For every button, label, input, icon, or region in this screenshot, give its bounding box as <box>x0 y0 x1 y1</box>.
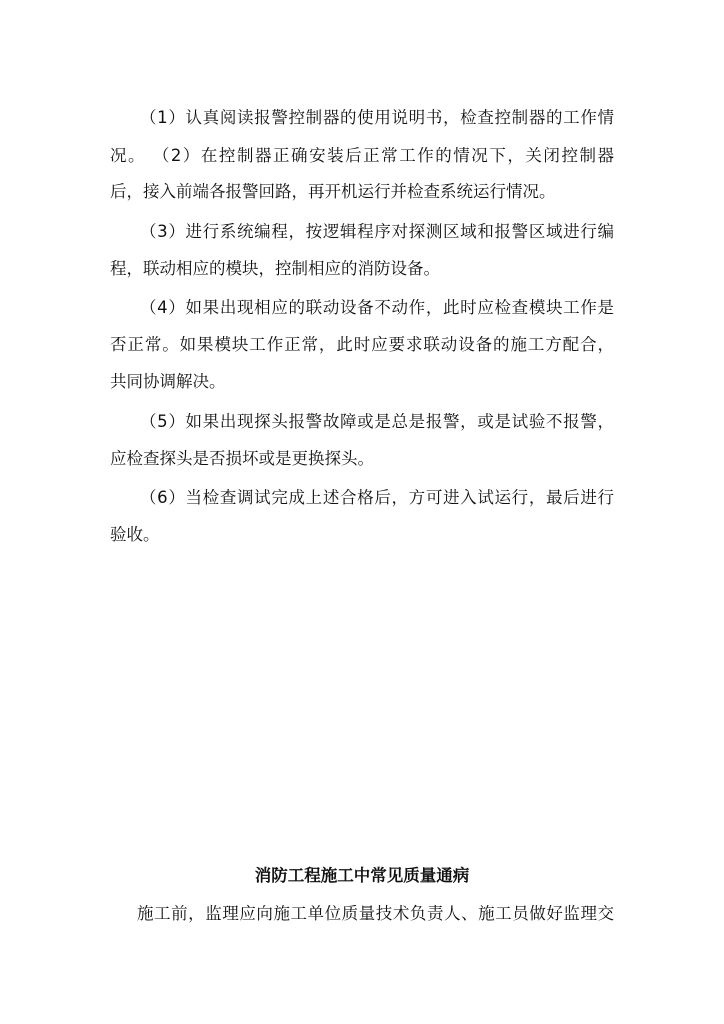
paragraph-3-line-2: 程，联动相应的模块，控制相应的消防设备。 <box>110 259 440 278</box>
paragraph-1-line-1: （1）认真阅读报警控制器的使用说明书，检查控制器的工作情 <box>140 108 614 127</box>
paragraph-6-line-2: 验收。 <box>110 525 160 544</box>
paragraph-4-line-1: （4）如果出现相应的联动设备不动作，此时应检查模块工作是 <box>140 298 614 317</box>
paragraph-1-line-2: 况。 （2）在控制器正确安装后正常工作的情况下，关闭控制器 <box>110 146 614 165</box>
paragraph-4-line-3: 共同协调解决。 <box>110 372 226 391</box>
paragraph-3-line-1: （3）进行系统编程，按逻辑程序对探测区域和报警区域进行编 <box>140 222 614 241</box>
paragraph-5-line-1: （5）如果出现探头报警故障或是总是报警，或是试验不报警， <box>140 412 614 431</box>
paragraph-5-line-2: 应检查探头是否损坏或是更换探头。 <box>110 449 374 468</box>
paragraph-6-line-1: （6）当检查调试完成上述合格后，方可进入试运行，最后进行 <box>140 488 614 507</box>
section-paragraph-line-1: 施工前，监理应向施工单位质量技术负责人、施工员做好监理交 <box>137 904 614 923</box>
paragraph-2-line-2: 后，接入前端各报警回路，再开机运行并检查系统运行情况。 <box>110 182 556 201</box>
section-heading: 消防工程施工中常见质量通病 <box>254 866 470 885</box>
paragraph-4-line-2: 否正常。如果模块工作正常，此时应要求联动设备的施工方配合， <box>110 335 614 354</box>
